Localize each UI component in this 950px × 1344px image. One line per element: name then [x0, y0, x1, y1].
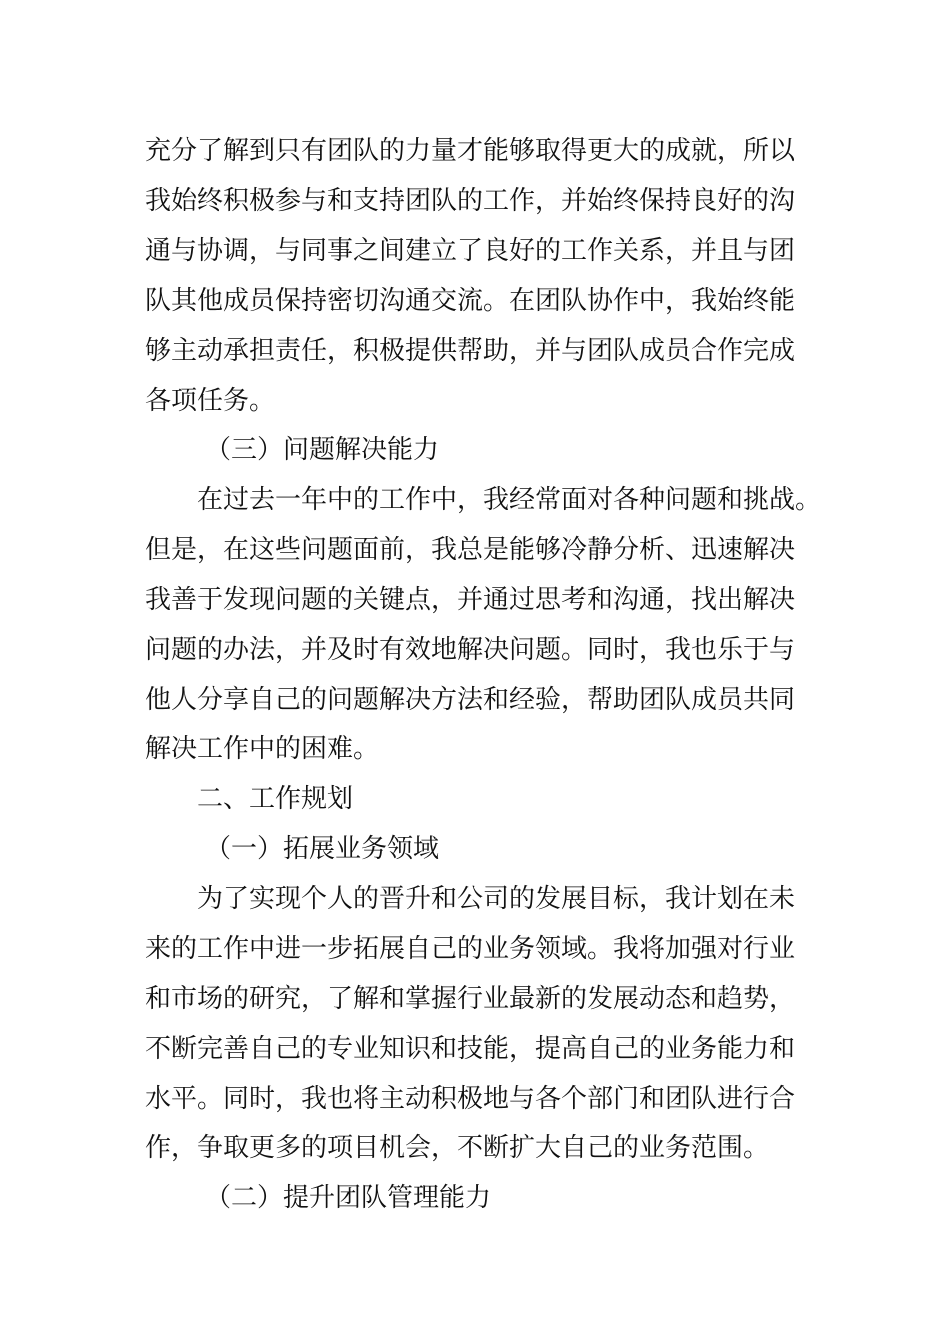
body-text-line: 我始终积极参与和支持团队的工作，并始终保持良好的沟	[145, 186, 796, 216]
body-text-line: 但是，在这些问题面前，我总是能够冷静分析、迅速解决	[145, 535, 796, 565]
body-text-line: 为了实现个人的晋升和公司的发展目标，我计划在未	[197, 884, 796, 914]
body-text-line: 充分了解到只有团队的力量才能够取得更大的成就，所以	[145, 136, 796, 166]
body-text-line: 和市场的研究，了解和掌握行业最新的发展动态和趋势，	[145, 984, 796, 1014]
body-text-line: 解决工作中的困难。	[145, 734, 380, 764]
section-heading: 二、工作规划	[197, 784, 354, 814]
body-text-line: 不断完善自己的专业知识和技能，提高自己的业务能力和	[145, 1034, 796, 1064]
subsection-heading: （二）提升团队管理能力	[205, 1183, 492, 1213]
body-text-line: 问题的办法，并及时有效地解决问题。同时，我也乐于与	[145, 635, 796, 665]
subsection-heading: （三）问题解决能力	[205, 435, 440, 465]
body-text-line: 他人分享自己的问题解决方法和经验，帮助团队成员共同	[145, 685, 796, 715]
body-text-line: 够主动承担责任，积极提供帮助，并与团队成员合作完成	[145, 336, 796, 366]
body-text-line: 通与协调，与同事之间建立了良好的工作关系，并且与团	[145, 236, 796, 266]
body-text-line: 各项任务。	[145, 386, 276, 416]
body-text-line: 来的工作中进一步拓展自己的业务领域。我将加强对行业	[145, 934, 796, 964]
body-text-line: 作，争取更多的项目机会，不断扩大自己的业务范围。	[145, 1133, 770, 1163]
body-text-line: 我善于发现问题的关键点，并通过思考和沟通，找出解决	[145, 585, 796, 615]
body-text-line: 在过去一年中的工作中，我经常面对各种问题和挑战。	[197, 485, 822, 515]
body-text-line: 队其他成员保持密切沟通交流。在团队协作中，我始终能	[145, 286, 796, 316]
body-text-line: 水平。同时，我也将主动积极地与各个部门和团队进行合	[145, 1084, 796, 1114]
subsection-heading: （一）拓展业务领域	[205, 834, 440, 864]
